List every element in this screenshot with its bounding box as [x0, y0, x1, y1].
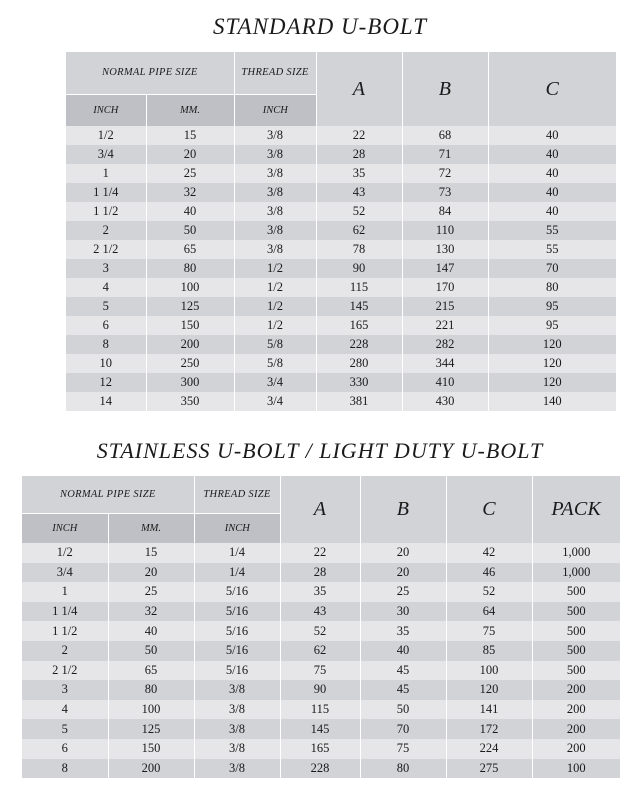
cell-c: 75: [446, 621, 532, 641]
stainless-u-bolt-rows: [22, 543, 620, 778]
standard-u-bolt-rows: [66, 126, 616, 411]
cell-c: 42: [446, 543, 532, 563]
cell-mm: 25: [146, 164, 234, 183]
table-row: [66, 164, 616, 183]
cell-b: 344: [402, 354, 488, 373]
cell-mm: 32: [146, 183, 234, 202]
cell-c: 40: [488, 202, 616, 221]
cell-a: 78: [316, 240, 402, 259]
cell-a: 35: [280, 582, 360, 602]
cell-c: 95: [488, 297, 616, 316]
table-row: [66, 126, 616, 145]
table-row: [66, 316, 616, 335]
cell-thread: 3/8: [234, 221, 316, 240]
stainless-u-bolt-table: [22, 476, 620, 778]
cell-b: 50: [360, 700, 446, 720]
cell-a: 22: [280, 543, 360, 563]
cell-pack: 500: [532, 621, 620, 641]
cell-mm: 150: [108, 739, 194, 759]
standard-u-bolt-table: [66, 52, 616, 411]
cell-inch: 1: [22, 582, 108, 602]
cell-pack: 200: [532, 719, 620, 739]
cell-c: 120: [488, 373, 616, 392]
cell-inch: 12: [66, 373, 146, 392]
header-thread-size: THREAD SIZE: [234, 52, 316, 94]
cell-c: 100: [446, 661, 532, 681]
cell-inch: 1 1/2: [22, 621, 108, 641]
cell-c: 70: [488, 259, 616, 278]
cell-a: 22: [316, 126, 402, 145]
cell-thread: 1/2: [234, 259, 316, 278]
cell-a: 43: [280, 602, 360, 622]
cell-b: 147: [402, 259, 488, 278]
cell-thread: 3/8: [234, 145, 316, 164]
header-nominal-pipe-size: NORMAL PIPE SIZE: [22, 476, 194, 513]
cell-b: 110: [402, 221, 488, 240]
cell-c: 275: [446, 759, 532, 779]
cell-inch: 5: [22, 719, 108, 739]
cell-c: 64: [446, 602, 532, 622]
cell-b: 170: [402, 278, 488, 297]
cell-thread: 5/16: [194, 661, 280, 681]
cell-inch: 1 1/2: [66, 202, 146, 221]
cell-a: 75: [280, 661, 360, 681]
cell-c: 40: [488, 164, 616, 183]
cell-inch: 8: [66, 335, 146, 354]
header-c: C: [446, 476, 532, 543]
table-row: [66, 373, 616, 392]
cell-pack: 1,000: [532, 563, 620, 583]
cell-b: 75: [360, 739, 446, 759]
table-row: [22, 759, 620, 779]
cell-inch: 3: [22, 680, 108, 700]
table-row: [22, 543, 620, 563]
cell-thread: 3/8: [234, 126, 316, 145]
cell-a: 280: [316, 354, 402, 373]
cell-b: 25: [360, 582, 446, 602]
cell-inch: 6: [66, 316, 146, 335]
cell-b: 40: [360, 641, 446, 661]
cell-thread: 3/4: [234, 392, 316, 411]
cell-mm: 65: [146, 240, 234, 259]
header-mm: MM.: [108, 513, 194, 543]
cell-pack: 500: [532, 602, 620, 622]
cell-thread: 3/8: [194, 759, 280, 779]
cell-thread: 3/8: [194, 680, 280, 700]
table-row: [22, 739, 620, 759]
cell-inch: 3: [66, 259, 146, 278]
table-row: [22, 602, 620, 622]
cell-inch: 1 1/4: [66, 183, 146, 202]
cell-a: 62: [280, 641, 360, 661]
cell-thread: 1/2: [234, 316, 316, 335]
cell-mm: 40: [108, 621, 194, 641]
cell-b: 80: [360, 759, 446, 779]
table-row: [22, 719, 620, 739]
cell-inch: 8: [22, 759, 108, 779]
cell-thread: 5/8: [234, 335, 316, 354]
cell-mm: 20: [108, 563, 194, 583]
cell-a: 35: [316, 164, 402, 183]
cell-inch: 2: [66, 221, 146, 240]
cell-inch: 1 1/4: [22, 602, 108, 622]
cell-b: 72: [402, 164, 488, 183]
cell-thread: 3/8: [194, 700, 280, 720]
cell-inch: 10: [66, 354, 146, 373]
cell-b: 30: [360, 602, 446, 622]
header-pack: PACK: [532, 476, 620, 543]
standard-u-bolt-title: STANDARD U-BOLT: [212, 14, 428, 39]
cell-mm: 100: [146, 278, 234, 297]
cell-thread: 5/16: [194, 621, 280, 641]
cell-c: 141: [446, 700, 532, 720]
cell-thread: 5/8: [234, 354, 316, 373]
cell-pack: 200: [532, 680, 620, 700]
cell-inch: 3/4: [22, 563, 108, 583]
cell-inch: 4: [66, 278, 146, 297]
cell-thread: 5/16: [194, 602, 280, 622]
cell-thread: 1/4: [194, 543, 280, 563]
cell-thread: 3/8: [194, 719, 280, 739]
cell-mm: 40: [146, 202, 234, 221]
cell-thread: 1/2: [234, 278, 316, 297]
cell-pack: 200: [532, 700, 620, 720]
cell-a: 90: [280, 680, 360, 700]
header-a: A: [280, 476, 360, 543]
cell-c: 120: [446, 680, 532, 700]
header-inch: INCH: [22, 513, 108, 543]
cell-mm: 50: [146, 221, 234, 240]
cell-a: 165: [280, 739, 360, 759]
cell-inch: 3/4: [66, 145, 146, 164]
cell-a: 145: [280, 719, 360, 739]
cell-thread: 3/8: [234, 164, 316, 183]
cell-b: 45: [360, 661, 446, 681]
cell-mm: 80: [146, 259, 234, 278]
cell-b: 410: [402, 373, 488, 392]
cell-b: 20: [360, 563, 446, 583]
table-row: [66, 145, 616, 164]
cell-b: 70: [360, 719, 446, 739]
cell-inch: 2 1/2: [66, 240, 146, 259]
cell-mm: 65: [108, 661, 194, 681]
cell-c: 172: [446, 719, 532, 739]
cell-thread: 5/16: [194, 641, 280, 661]
cell-inch: 1/2: [22, 543, 108, 563]
cell-b: 71: [402, 145, 488, 164]
cell-a: 228: [316, 335, 402, 354]
cell-mm: 15: [108, 543, 194, 563]
cell-c: 224: [446, 739, 532, 759]
cell-inch: 14: [66, 392, 146, 411]
cell-mm: 100: [108, 700, 194, 720]
cell-b: 282: [402, 335, 488, 354]
cell-mm: 200: [146, 335, 234, 354]
table-row: [66, 202, 616, 221]
header-a: A: [316, 52, 402, 126]
cell-inch: 2 1/2: [22, 661, 108, 681]
table-row: [22, 700, 620, 720]
cell-inch: 1/2: [66, 126, 146, 145]
cell-b: 73: [402, 183, 488, 202]
cell-inch: 5: [66, 297, 146, 316]
cell-a: 28: [280, 563, 360, 583]
cell-b: 35: [360, 621, 446, 641]
header-thread-inch: INCH: [234, 94, 316, 126]
cell-inch: 1: [66, 164, 146, 183]
cell-mm: 25: [108, 582, 194, 602]
header-thread-size: THREAD SIZE: [194, 476, 280, 513]
cell-thread: 1/2: [234, 297, 316, 316]
cell-a: 90: [316, 259, 402, 278]
cell-mm: 150: [146, 316, 234, 335]
cell-inch: 2: [22, 641, 108, 661]
table-row: [66, 259, 616, 278]
cell-b: 68: [402, 126, 488, 145]
cell-a: 52: [316, 202, 402, 221]
cell-a: 28: [316, 145, 402, 164]
table-row: [22, 680, 620, 700]
cell-c: 40: [488, 145, 616, 164]
cell-thread: 3/8: [234, 202, 316, 221]
table-row: [22, 582, 620, 602]
cell-a: 145: [316, 297, 402, 316]
cell-b: 215: [402, 297, 488, 316]
cell-c: 85: [446, 641, 532, 661]
cell-c: 40: [488, 126, 616, 145]
header-c: C: [488, 52, 616, 126]
cell-a: 115: [316, 278, 402, 297]
header-b: B: [402, 52, 488, 126]
cell-c: 140: [488, 392, 616, 411]
cell-mm: 32: [108, 602, 194, 622]
cell-b: 430: [402, 392, 488, 411]
table-row: [66, 183, 616, 202]
cell-mm: 200: [108, 759, 194, 779]
cell-a: 115: [280, 700, 360, 720]
cell-thread: 3/8: [194, 739, 280, 759]
cell-c: 55: [488, 221, 616, 240]
cell-c: 95: [488, 316, 616, 335]
cell-pack: 1,000: [532, 543, 620, 563]
table-row: [22, 641, 620, 661]
cell-a: 165: [316, 316, 402, 335]
table-row: [66, 240, 616, 259]
header-inch: INCH: [66, 94, 146, 126]
cell-b: 45: [360, 680, 446, 700]
cell-c: 55: [488, 240, 616, 259]
header-mm: MM.: [146, 94, 234, 126]
cell-b: 130: [402, 240, 488, 259]
table-row: [66, 297, 616, 316]
cell-mm: 125: [108, 719, 194, 739]
cell-inch: 6: [22, 739, 108, 759]
cell-thread: 1/4: [194, 563, 280, 583]
cell-pack: 200: [532, 739, 620, 759]
cell-b: 221: [402, 316, 488, 335]
cell-c: 120: [488, 335, 616, 354]
cell-c: 40: [488, 183, 616, 202]
cell-mm: 50: [108, 641, 194, 661]
table-row: [66, 354, 616, 373]
cell-mm: 15: [146, 126, 234, 145]
table-row: [22, 563, 620, 583]
cell-a: 43: [316, 183, 402, 202]
cell-mm: 20: [146, 145, 234, 164]
cell-a: 228: [280, 759, 360, 779]
cell-thread: 3/4: [234, 373, 316, 392]
cell-inch: 4: [22, 700, 108, 720]
cell-c: 52: [446, 582, 532, 602]
cell-b: 20: [360, 543, 446, 563]
table-row: [66, 221, 616, 240]
cell-mm: 300: [146, 373, 234, 392]
cell-mm: 250: [146, 354, 234, 373]
header-thread-inch: INCH: [194, 513, 280, 543]
cell-a: 52: [280, 621, 360, 641]
cell-mm: 350: [146, 392, 234, 411]
cell-c: 46: [446, 563, 532, 583]
table-row: [22, 621, 620, 641]
table-row: [66, 278, 616, 297]
cell-mm: 80: [108, 680, 194, 700]
table-row: [22, 661, 620, 681]
cell-a: 381: [316, 392, 402, 411]
cell-pack: 100: [532, 759, 620, 779]
header-b: B: [360, 476, 446, 543]
cell-a: 330: [316, 373, 402, 392]
stainless-u-bolt-title: STAINLESS U-BOLT / LIGHT DUTY U-BOLT: [96, 438, 544, 463]
cell-a: 62: [316, 221, 402, 240]
header-nominal-pipe-size: NORMAL PIPE SIZE: [66, 52, 234, 94]
table-row: [66, 335, 616, 354]
cell-b: 84: [402, 202, 488, 221]
cell-c: 120: [488, 354, 616, 373]
cell-c: 80: [488, 278, 616, 297]
cell-thread: 3/8: [234, 183, 316, 202]
cell-pack: 500: [532, 661, 620, 681]
cell-mm: 125: [146, 297, 234, 316]
table-row: [66, 392, 616, 411]
cell-pack: 500: [532, 582, 620, 602]
cell-thread: 3/8: [234, 240, 316, 259]
cell-thread: 5/16: [194, 582, 280, 602]
cell-pack: 500: [532, 641, 620, 661]
